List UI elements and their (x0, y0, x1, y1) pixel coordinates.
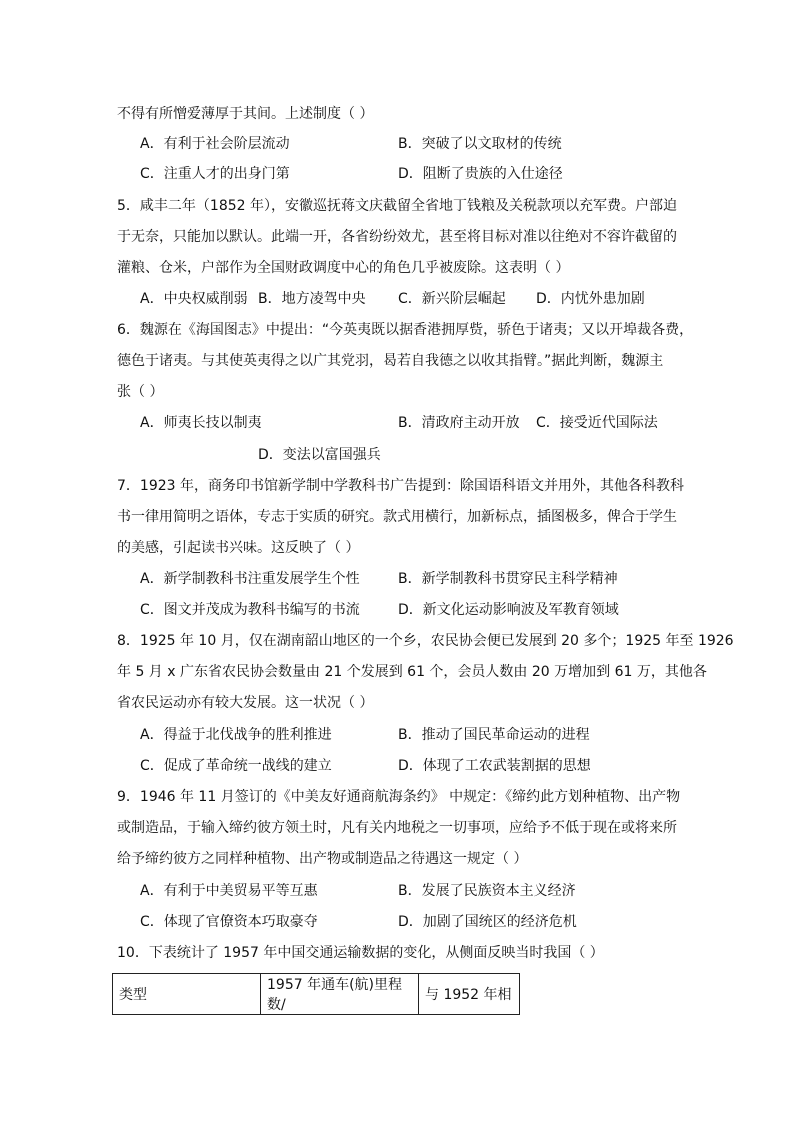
q8-option-b: B．推动了国民革命运动的进程 (398, 727, 590, 743)
q8-stem-line: 年 5 月 x 广东省农民协会数量由 21 个发展到 61 个，会员人数由 20 万增加到 61 万，其他各 (117, 664, 707, 680)
q6-option-a: A．师夷长技以制夷 (140, 415, 262, 431)
q10-stem: 10．下表统计了 1957 年中国交通运输数据的变化，从侧面反映当时我国（ ） (117, 945, 604, 961)
q4-option-a: A．有利于社会阶层流动 (140, 136, 290, 152)
q7-stem-line: 书一律用简明之语体，专志于实质的研究。款式用横行，加新标点，插图极多，俾合于学生 (117, 509, 677, 525)
q10-table (112, 973, 520, 1015)
q4-option-b: B．突破了以文取材的传统 (398, 136, 562, 152)
q4-option-d: D．阻断了贵族的入仕途径 (398, 166, 563, 182)
q8-option-d: D．体现了工农武装割据的思想 (398, 758, 591, 774)
q6-option-c: C．接受近代国际法 (536, 415, 658, 431)
q9-option-c: C．体现了官僚资本巧取豪夺 (140, 914, 318, 930)
q8-stem-line: 省农民运动亦有较大发展。这一状况（ ） (117, 695, 374, 711)
table-header-cell: 1957 年通车(航)里程数/ (261, 974, 419, 1015)
q5-stem-line: 于无奈，只能加以默认。此端一开，各省纷纷效尤，甚至将目标对准以往绝对不容许截留的 (117, 229, 677, 245)
q9-option-d: D．加剧了国统区的经济危机 (398, 914, 577, 930)
q8-stem-line: 8．1925 年 10 月，仅在湖南韶山地区的一个乡，农民协会便已发展到 20 多个；1925 年至 1926 (117, 633, 734, 649)
q7-option-a: A．新学制教科书注重发展学生个性 (140, 571, 360, 587)
q8-option-c: C．促成了革命统一战线的建立 (140, 758, 332, 774)
q9-stem-line: 9．1946 年 11 月签订的《中美友好通商航海条约》 中规定：《缔约此方划种植物、出产物 (117, 789, 681, 805)
table-header-cell: 类型 (113, 974, 261, 1015)
q6-option-d: D．变法以富国强兵 (258, 447, 381, 463)
q7-option-b: B．新学制教科书贯穿民主科学精神 (398, 571, 618, 587)
q5-stem-line: 5．咸丰二年（1852 年），安徽巡抚蒋文庆截留全省地丁钱粮及关税款项以充军费。户部迫 (117, 198, 677, 214)
q9-option-b: B．发展了民族资本主义经济 (398, 883, 576, 899)
q6-stem-line: 6．魏源在《海国图志》中提出：“今英夷既以据香港拥厚赀，骄色于诸夷；又以开埠裁各费， (117, 322, 694, 338)
q5-option-a: A．中央权威削弱 (140, 291, 248, 307)
q5-option-c: C．新兴阶层崛起 (398, 291, 506, 307)
q5-stem-line: 灌粮、仓米，户部作为全国财政调度中心的角色几乎被废除。这表明（ ） (117, 260, 570, 276)
q4-stem: 不得有所憎爱薄厚于其间。上述制度（ ） (117, 106, 374, 122)
q5-option-b: B．地方凌驾中央 (258, 291, 366, 307)
q6-stem-line: 张（ ） (117, 384, 164, 400)
q6-option-b: B．清政府主动开放 (398, 415, 520, 431)
q7-stem-line: 的美感，引起读书兴味。这反映了（ ） (117, 540, 360, 556)
table-row (113, 974, 520, 1015)
q4-option-c: C．注重人才的出身门第 (140, 166, 290, 182)
q9-option-a: A．有利于中美贸易平等互惠 (140, 883, 318, 899)
table-header-cell: 与 1952 年相 (419, 974, 520, 1015)
q7-option-d: D．新文化运动影响波及军教育领域 (398, 602, 619, 618)
q5-option-d: D．内忧外患加剧 (536, 291, 645, 307)
q7-stem-line: 7．1923 年，商务印书馆新学制中学教科书广告提到：除国语科语文并用外，其他各科教科 (117, 478, 684, 494)
q6-stem-line: 德色于诸夷。与其使英夷得之以广其党羽，曷若自我德之以收其指臂。”据此判断，魏源主 (117, 353, 664, 369)
q9-stem-line: 或制造品，于输入缔约彼方领土时，凡有关内地税之一切事项，应给予不低于现在或将来所 (117, 820, 677, 836)
q8-option-a: A．得益于北伐战争的胜利推进 (140, 727, 332, 743)
q9-stem-line: 给予缔约彼方之同样种植物、出产物或制造品之待遇这一规定（ ） (117, 851, 528, 867)
q7-option-c: C．图文并茂成为教科书编写的书流 (140, 602, 360, 618)
